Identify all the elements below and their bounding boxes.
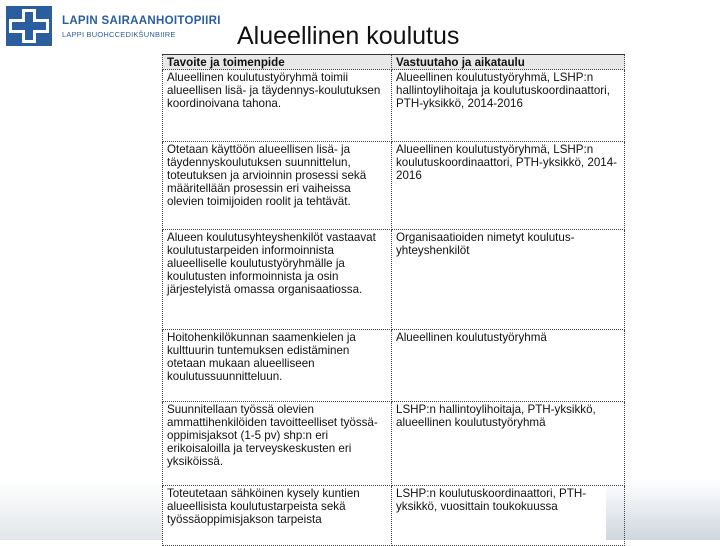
responsible-cell: Alueellinen koulutustyöryhmä, LSHP:n koulutuskoordinaattori, PTH-yksikkö, 2014-2016 xyxy=(392,142,625,230)
training-plan-table xyxy=(162,54,625,546)
table-row xyxy=(163,142,625,230)
goal-cell: Hoitohenkilökunnan saamenkielen ja kulttuurin tuntemuksen edistäminen otetaan mukaan alueelliseen koulutussuunnitteluun. xyxy=(163,330,392,402)
bottom-left-shade xyxy=(0,480,162,540)
cross-emblem-icon xyxy=(6,6,52,46)
table-header-row xyxy=(163,55,625,70)
responsible-cell: Organisaatioiden nimetyt koulutus-yhteyshenkilöt xyxy=(392,230,625,330)
table-row xyxy=(163,230,625,330)
table-row xyxy=(163,70,625,142)
table-row xyxy=(163,402,625,486)
goal-cell: Toteutetaan sähköinen kysely kuntien alueellisista koulutustarpeista sekä työssäoppimisjakson tarpeista xyxy=(163,486,392,546)
organization-logo xyxy=(6,6,226,46)
table-row xyxy=(163,330,625,402)
logo-name: LAPIN SAIRAANHOITOPIIRI xyxy=(62,15,221,27)
page-title: Alueellinen koulutus xyxy=(237,22,460,50)
responsible-cell: LSHP:n koulutuskoordinaattori, PTH-yksikkö, vuosittain toukokuussa xyxy=(392,486,625,546)
goal-cell: Suunnitellaan työssä olevien ammattihenkilöiden tavoitteelliset työssä-oppimisjaksot (1-5 pv) shp:n eri erikoisaloilla ja terveyskeskusten eri yksiköissä. xyxy=(163,402,392,486)
header-goal: Tavoite ja toimenpide xyxy=(163,55,392,70)
table-row xyxy=(163,486,625,546)
logo-subtitle: LAPPI BUOHCCEDIKŠUNBIIRE xyxy=(62,30,176,39)
goal-cell: Otetaan käyttöön alueellisen lisä- ja täydennyskoulutuksen suunnittelun, toteutuksen ja arvioinnin prosessi sekä määritellään prosessin eri vaiheissa olevien toimijoiden roolit ja tehtävät. xyxy=(163,142,392,230)
header-responsible: Vastuutaho ja aikataulu xyxy=(392,55,625,70)
responsible-cell: LSHP:n hallintoylihoitaja, PTH-yksikkö, alueellinen koulutustyöryhmä xyxy=(392,402,625,486)
goal-cell: Alueen koulutusyhteyshenkilöt vastaavat koulutustarpeiden informoinnista alueelliselle koulutustyöryhmälle ja koulutusten informoinnista ja osin järjestelyistä omassa organisaatiossa. xyxy=(163,230,392,330)
goal-cell: Alueellinen koulutustyöryhmä toimii alueellisen lisä- ja täydennys-koulutuksen koordinoivana tahona. xyxy=(163,70,392,142)
responsible-cell: Alueellinen koulutustyöryhmä, LSHP:n hallintoylihoitaja ja koulutuskoordinaattori, PTH-yksikkö, 2014-2016 xyxy=(392,70,625,142)
responsible-cell: Alueellinen koulutustyöryhmä xyxy=(392,330,625,402)
